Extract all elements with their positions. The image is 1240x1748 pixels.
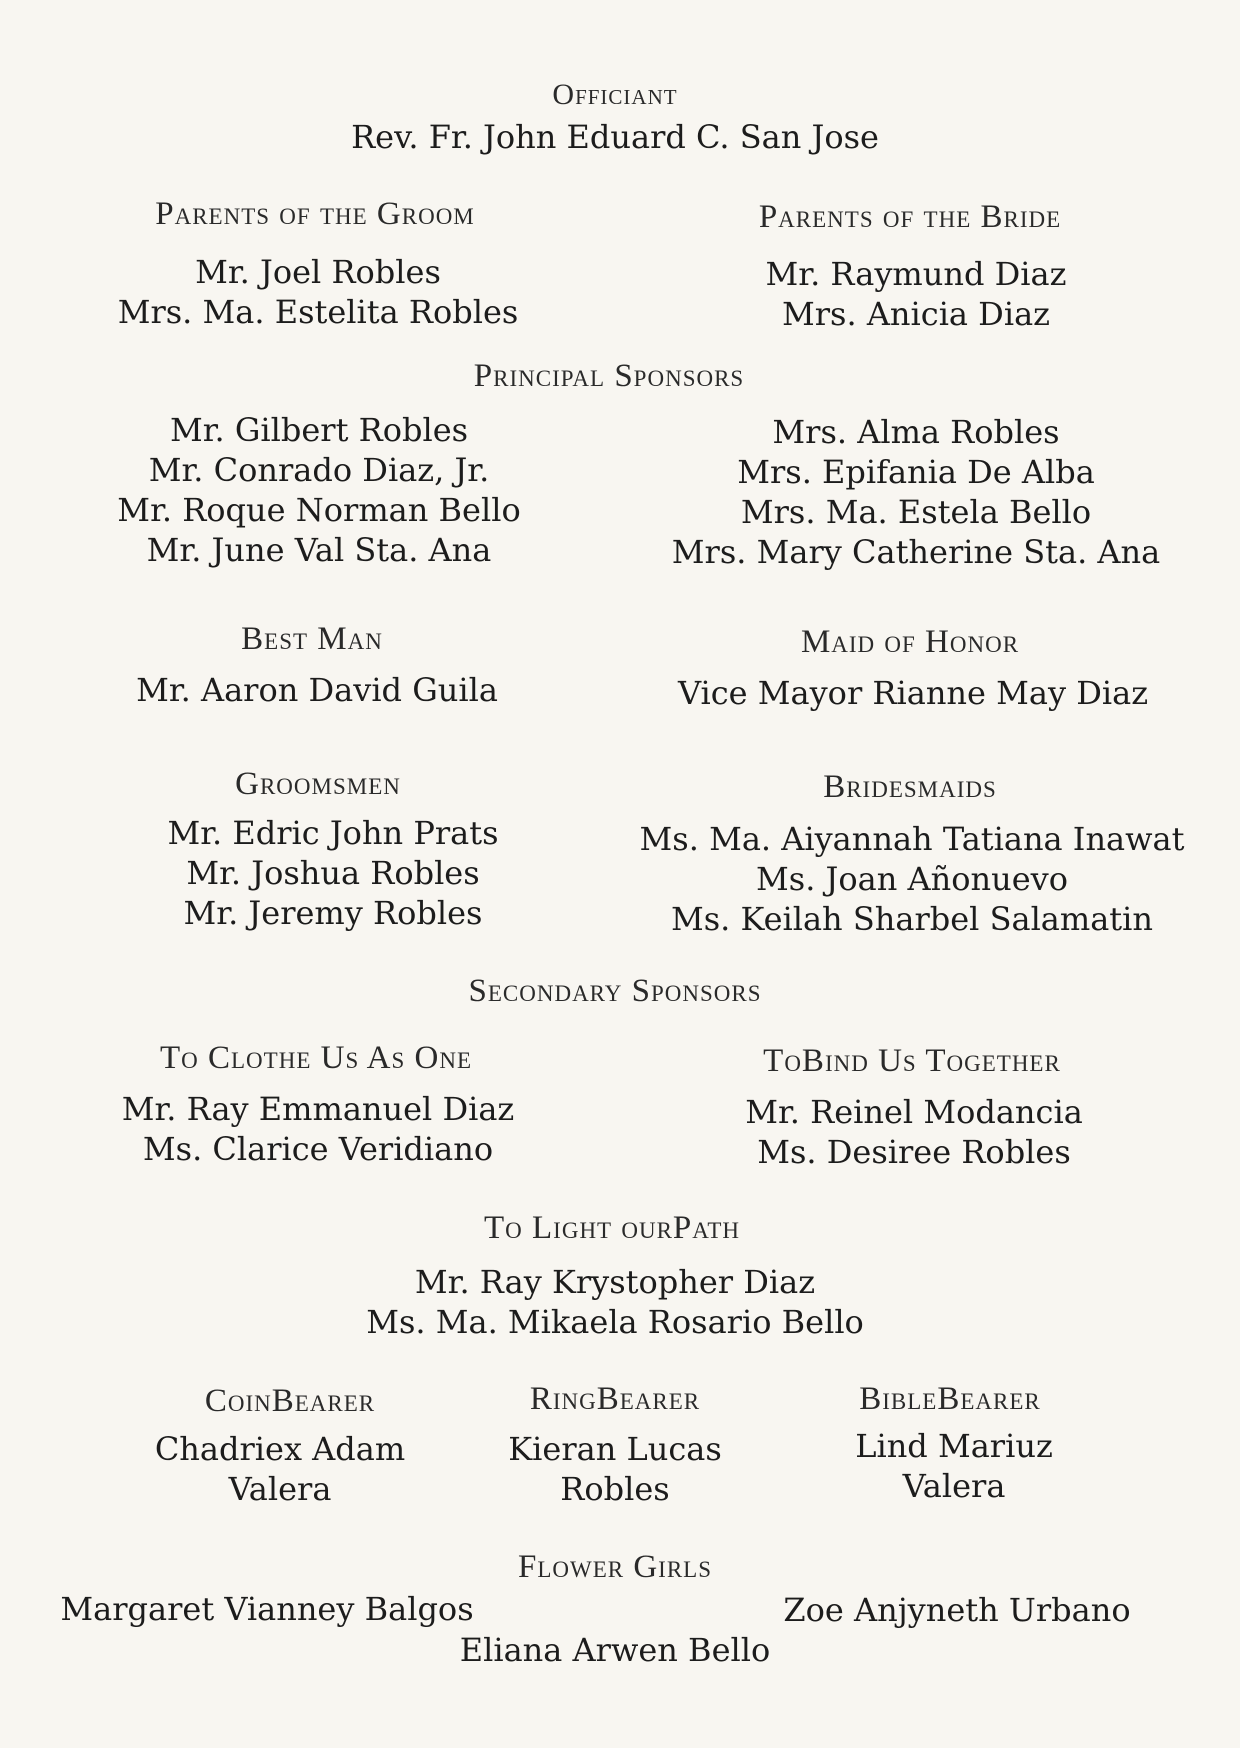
bible-bearer-name: Lind Mariuz — [855, 1427, 1053, 1465]
officiant-name — [351, 117, 879, 157]
bible-bearer-name: Valera — [902, 1467, 1006, 1505]
maid-of-honor-name — [678, 673, 1148, 713]
coin-bearer-name: Valera — [228, 1470, 332, 1508]
bridesmaid-name: Ms. Ma. Aiyannah Tatiana Inawat — [639, 820, 1185, 858]
principal-sponsors-left — [117, 410, 520, 570]
groomsman-name: Mr. Joshua Robles — [186, 854, 480, 892]
bible-bearer-heading: BibleBearer — [859, 1381, 1041, 1417]
sponsor-name: Mr. Roque Norman Bello — [117, 491, 521, 529]
officiant-heading: Officiant — [552, 78, 678, 111]
maid-of-honor-name-text: Vice Mayor Rianne May Diaz — [677, 674, 1149, 712]
bind-sponsor-name: Ms. Desiree Robles — [757, 1133, 1071, 1171]
parents-bride-heading: Parents of the Bride — [758, 199, 1062, 235]
clothe-sponsor-name: Mr. Ray Emmanuel Diaz — [121, 1090, 515, 1128]
officiant-name-text: Rev. Fr. John Eduard C. San Jose — [351, 118, 879, 156]
principal-sponsors-right — [672, 412, 1160, 572]
sponsor-name: Mrs. Mary Catherine Sta. Ana — [671, 533, 1161, 571]
bind-sponsor-name: Mr. Reinel Modancia — [745, 1093, 1083, 1131]
flower-girl-name: Margaret Vianney Balgos — [60, 1590, 474, 1628]
best-man-name-text: Mr. Aaron David Guila — [136, 671, 498, 709]
flower-girl-right — [783, 1590, 1130, 1630]
parents-bride-name: Mr. Raymund Diaz — [765, 255, 1067, 293]
ring-bearer-heading: RingBearer — [529, 1381, 701, 1417]
secondary-sponsors-heading: Secondary Sponsors — [468, 973, 762, 1009]
flower-girl-name: Zoe Anjyneth Urbano — [783, 1591, 1131, 1629]
ring-bearer-name: Robles — [560, 1470, 670, 1508]
best-man-heading: Best Man — [241, 621, 383, 657]
parents-groom-names — [118, 252, 519, 332]
sponsor-name: Mrs. Ma. Estela Bello — [740, 493, 1092, 531]
light-sponsor-name: Mr. Ray Krystopher Diaz — [414, 1263, 816, 1301]
light-sponsor-name: Ms. Ma. Mikaela Rosario Bello — [366, 1303, 864, 1341]
clothe-heading: To Clothe Us As One — [159, 1040, 473, 1076]
groomsman-name: Mr. Edric John Prats — [167, 814, 499, 852]
flower-girl-name: Eliana Arwen Bello — [459, 1631, 771, 1669]
coin-bearer-name: Chadriex Adam — [154, 1430, 406, 1468]
clothe-sponsor-name: Ms. Clarice Veridiano — [142, 1130, 494, 1168]
sponsor-name: Mr. June Val Sta. Ana — [146, 531, 492, 569]
bridesmaids-heading: Bridesmaids — [823, 769, 997, 805]
light-names — [366, 1262, 864, 1342]
groomsmen-heading: Groomsmen — [235, 766, 401, 802]
ring-bearer-names — [508, 1429, 722, 1509]
coin-bearer-names — [155, 1429, 405, 1509]
bridesmaid-name: Ms. Joan Añonuevo — [756, 860, 1068, 898]
bridesmaid-name: Ms. Keilah Sharbel Salamatin — [670, 900, 1154, 938]
sponsor-name: Mr. Gilbert Robles — [169, 411, 469, 449]
flower-girls-heading: Flower Girls — [517, 1549, 713, 1585]
principal-sponsors-heading: Principal Sponsors — [473, 358, 745, 394]
light-heading: To Light ourPath — [484, 1210, 740, 1246]
coin-bearer-heading: CoinBearer — [204, 1383, 376, 1419]
bible-bearer-names — [855, 1426, 1053, 1506]
bind-names — [745, 1092, 1083, 1172]
bind-heading: ToBind Us Together — [763, 1043, 1061, 1079]
flower-girl-center — [460, 1630, 770, 1670]
parents-groom-name: Mr. Joel Robles — [195, 253, 441, 291]
sponsor-name: Mrs. Epifania De Alba — [737, 453, 1095, 491]
parents-bride-names — [766, 254, 1067, 334]
parents-groom-name: Mrs. Ma. Estelita Robles — [117, 293, 519, 331]
ring-bearer-name: Kieran Lucas — [508, 1430, 722, 1468]
groomsman-name: Mr. Jeremy Robles — [183, 894, 483, 932]
sponsor-name: Mr. Conrado Diaz, Jr. — [148, 451, 490, 489]
parents-groom-heading: Parents of the Groom — [155, 196, 475, 232]
parents-bride-name: Mrs. Anicia Diaz — [781, 295, 1051, 333]
flower-girl-left — [60, 1589, 473, 1629]
maid-of-honor-heading: Maid of Honor — [800, 624, 1020, 660]
bridesmaids-names — [640, 819, 1185, 939]
groomsmen-names — [167, 813, 498, 933]
sponsor-name: Mrs. Alma Robles — [772, 413, 1060, 451]
clothe-names — [122, 1089, 515, 1169]
best-man-name — [136, 670, 498, 710]
